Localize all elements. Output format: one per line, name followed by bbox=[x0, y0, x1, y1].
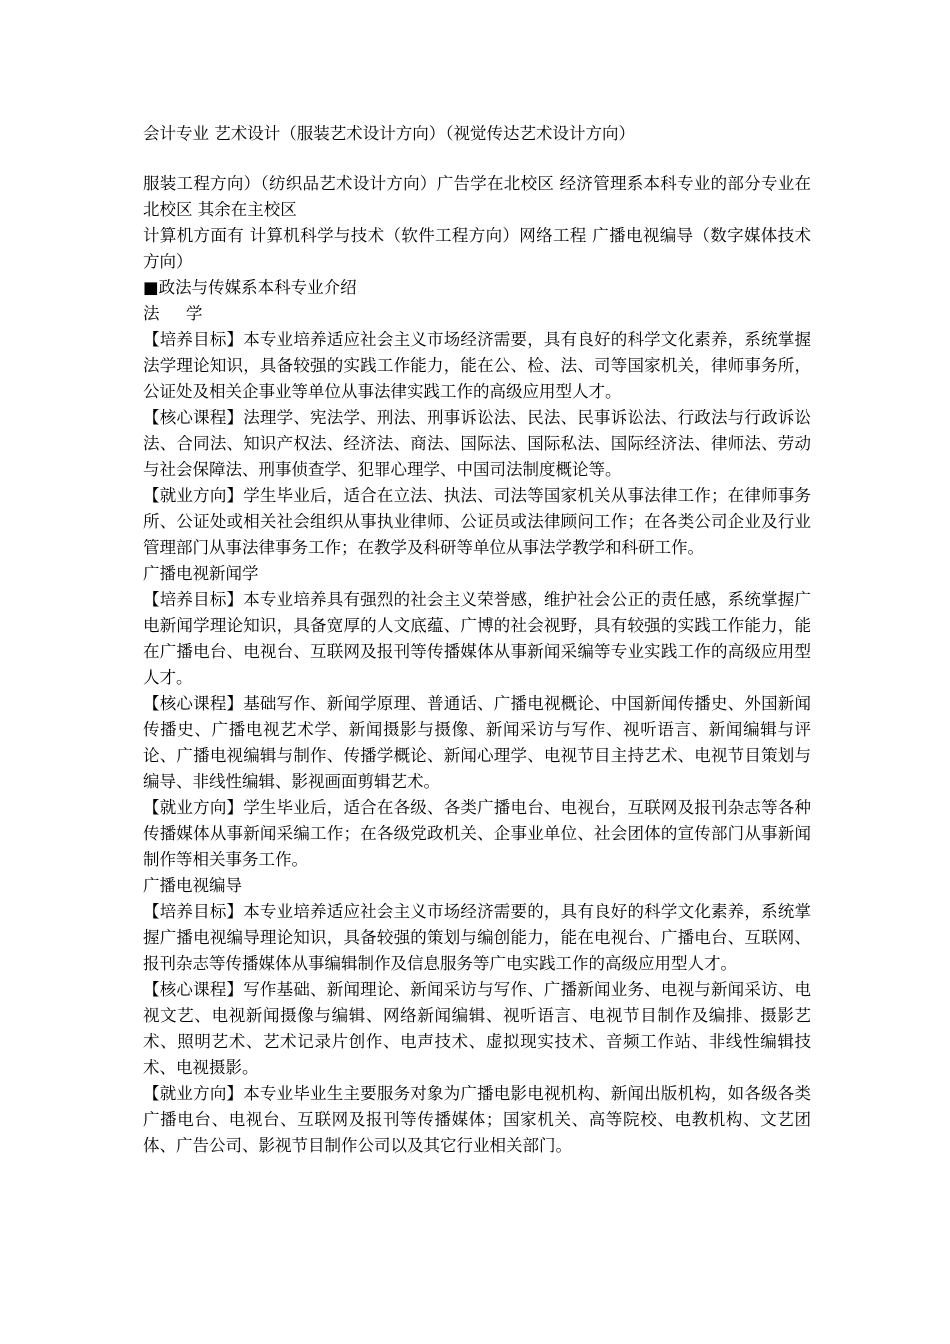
major-goal: 【培养目标】本专业培养具有强烈的社会主义荣誉感，维护社会公正的责任感，系统掌握广电新闻学理论知识，具备宽厚的人文底蕴、广博的社会视野，具有较强的实践工作能力，能在广播电台、电视台、互联网及报刊等传播媒体从事新闻采编等专业实践工作的高级应用型人才。 bbox=[143, 590, 811, 687]
major-courses: 【核心课程】写作基础、新闻理论、新闻采访与写作、广播新闻业务、电视与新闻采访、电视文艺、电视新闻摄像与编辑、网络新闻编辑、视听语言、电视节目制作及编排、摄影艺术、照明艺术、艺术记录片创作、电声技术、虚拟现实技术、音频工作站、非线性编辑技术、电视摄影。 bbox=[143, 980, 811, 1077]
intro-line-1: 会计专业 艺术设计（服装艺术设计方向）（视觉传达艺术设计方向） bbox=[143, 124, 635, 143]
major-career: 【就业方向】学生毕业后，适合在各级、各类广播电台、电视台，互联网及报刊杂志等各种传播媒体从事新闻采编工作；在各级党政机关、企事业单位、社会团体的宣传部门从事新闻制作等相关事务工作。 bbox=[143, 798, 811, 869]
major-title-broadcast-journalism: 广播电视新闻学 bbox=[143, 564, 259, 583]
major-goal: 【培养目标】本专业培养适应社会主义市场经济需要的，具有良好的科学文化素养，系统掌握广播电视编导理论知识，具备较强的策划与编创能力，能在电视台、广播电台、互联网、报刊杂志等传播媒体从事编辑制作及信息服务等广电实践工作的高级应用型人才。 bbox=[143, 902, 811, 973]
major-courses: 【核心课程】基础写作、新闻学原理、普通话、广播电视概论、中国新闻传播史、外国新闻传播史、广播电视艺术学、新闻摄影与摄像、新闻采访与写作、视听语言、新闻编辑与评论、广播电视编辑与制作、传播学概论、新闻心理学、电视节目主持艺术、电视节目策划与编导、非线性编辑、影视画面剪辑艺术。 bbox=[143, 694, 811, 791]
document-body bbox=[143, 121, 811, 1159]
major-career: 【就业方向】本专业毕业生主要服务对象为广播电影电视机构、新闻出版机构，如各级各类广播电台、电视台、互联网及报刊等传播媒体；国家机关、高等院校、电教机构、文艺团体、广告公司、影视节目制作公司以及其它行业相关部门。 bbox=[143, 1084, 811, 1155]
major-courses: 【核心课程】法理学、宪法学、刑法、刑事诉讼法、民法、民事诉讼法、行政法与行政诉讼法、合同法、知识产权法、经济法、商法、国际法、国际私法、国际经济法、律师法、劳动与社会保障法、刑事侦查学、犯罪心理学、中国司法制度概论等。 bbox=[143, 408, 811, 479]
section-title: ■政法与传媒系本科专业介绍 bbox=[143, 278, 357, 297]
major-career: 【就业方向】学生毕业后，适合在立法、执法、司法等国家机关从事法律工作；在律师事务所、公证处或相关社会组织从事执业律师、公证员或法律顾问工作；在各类公司企业及行业管理部门从事法律事务工作；在教学及科研等单位从事法学教学和科研工作。 bbox=[143, 486, 811, 557]
major-goal: 【培养目标】本专业培养适应社会主义市场经济需要，具有良好的科学文化素养，系统掌握法学理论知识，具备较强的实践工作能力，能在公、检、法、司等国家机关，律师事务所，公证处及相关企事业等单位从事法律实践工作的高级应用型人才。 bbox=[143, 330, 811, 401]
intro-line-2: 服装工程方向）（纺织品艺术设计方向）广告学在北校区 经济管理系本科专业的部分专业在北校区 其余在主校区 bbox=[143, 174, 811, 219]
major-title-law: 法学 bbox=[143, 304, 229, 323]
intro-line-3: 计算机方面有 计算机科学与技术（软件工程方向）网络工程 广播电视编导（数字媒体技术方向） bbox=[143, 226, 811, 271]
major-title-broadcast-directing: 广播电视编导 bbox=[143, 876, 242, 895]
